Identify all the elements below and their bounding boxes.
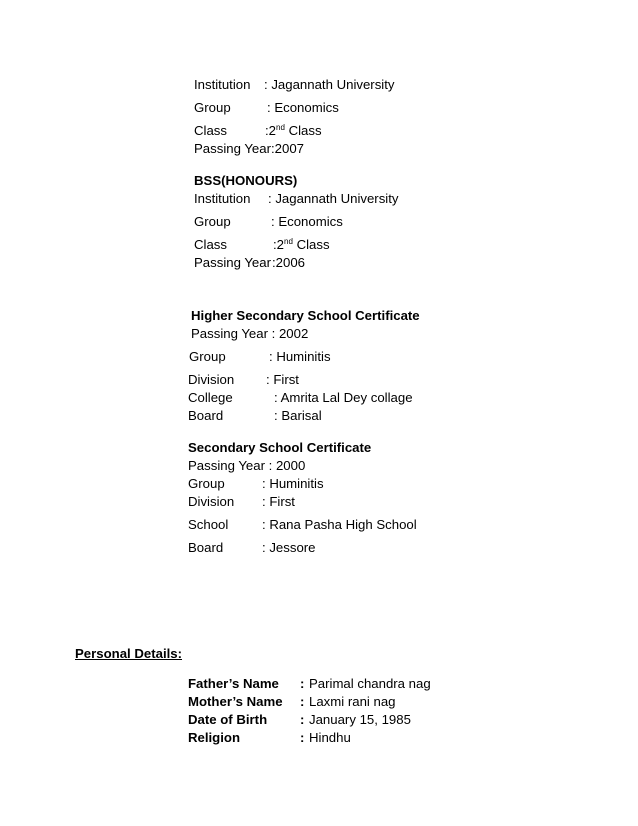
hsc-group-label: Group: [189, 349, 226, 364]
religion-colon: :: [300, 730, 305, 745]
mother-name-colon: :: [300, 694, 305, 709]
masters-institution-label: Institution: [194, 77, 251, 92]
hsc-passing-year: Passing Year : 2002: [191, 326, 309, 341]
hsc-division-value: : First: [266, 372, 299, 387]
masters-class-suffix: Class: [284, 123, 322, 138]
ssc-school-value: : Rana Pasha High School: [262, 517, 417, 532]
hsc-college-label: College: [188, 390, 233, 405]
hsc-heading: Higher Secondary School Certificate: [191, 308, 420, 323]
father-name-colon: :: [300, 676, 305, 691]
ssc-passing-year: Passing Year : 2000: [188, 458, 306, 473]
ssc-school-label: School: [188, 517, 229, 532]
bss-class-sup: nd: [284, 237, 293, 246]
religion-label: Religion: [188, 730, 241, 745]
mother-name-value: Laxmi rani nag: [309, 694, 396, 709]
date-of-birth-label: Date of Birth: [188, 712, 268, 727]
masters-group-value: : Economics: [267, 100, 339, 115]
father-name-label: Father’s Name: [188, 676, 279, 691]
bss-heading: BSS(HONOURS): [194, 173, 298, 188]
ssc-division-label: Division: [188, 494, 235, 509]
masters-class-value: [265, 124, 322, 137]
ssc-group-value: : Huminitis: [262, 476, 324, 491]
father-name-value: Parimal chandra nag: [309, 676, 431, 691]
date-of-birth-value: January 15, 1985: [309, 712, 411, 727]
hsc-division-label: Division: [188, 372, 235, 387]
ssc-division-value: : First: [262, 494, 295, 509]
hsc-group-value: : Huminitis: [269, 349, 331, 364]
date-of-birth-colon: :: [300, 712, 305, 727]
bss-class-suffix: Class: [292, 237, 330, 252]
hsc-board-label: Board: [188, 408, 224, 423]
mother-name-label: Mother’s Name: [188, 694, 283, 709]
hsc-board-value: : Barisal: [274, 408, 322, 423]
ssc-board-value: : Jessore: [262, 540, 316, 555]
ssc-heading: Secondary School Certificate: [188, 440, 372, 455]
bss-class-value: [273, 238, 330, 251]
bss-institution-label: Institution: [194, 191, 251, 206]
masters-class-sup: nd: [276, 123, 285, 132]
masters-class-prefix: :2: [265, 123, 276, 138]
masters-institution-value: : Jagannath University: [264, 77, 395, 92]
religion-value: Hindhu: [309, 730, 351, 745]
personal-details-heading: Personal Details:: [75, 646, 183, 661]
masters-passing-year: Passing Year:2007: [194, 141, 304, 156]
bss-class-prefix: :2: [273, 237, 284, 252]
hsc-college-value: : Amrita Lal Dey collage: [274, 390, 413, 405]
ssc-group-label: Group: [188, 476, 225, 491]
bss-passing-label: Passing Year: [194, 255, 271, 270]
masters-class-label: Class: [194, 123, 227, 138]
bss-group-label: Group: [194, 214, 231, 229]
bss-group-value: : Economics: [271, 214, 343, 229]
ssc-board-label: Board: [188, 540, 224, 555]
bss-class-label: Class: [194, 237, 227, 252]
bss-institution-value: : Jagannath University: [268, 191, 399, 206]
bss-passing-value: :2006: [272, 255, 306, 270]
masters-group-label: Group: [194, 100, 231, 115]
